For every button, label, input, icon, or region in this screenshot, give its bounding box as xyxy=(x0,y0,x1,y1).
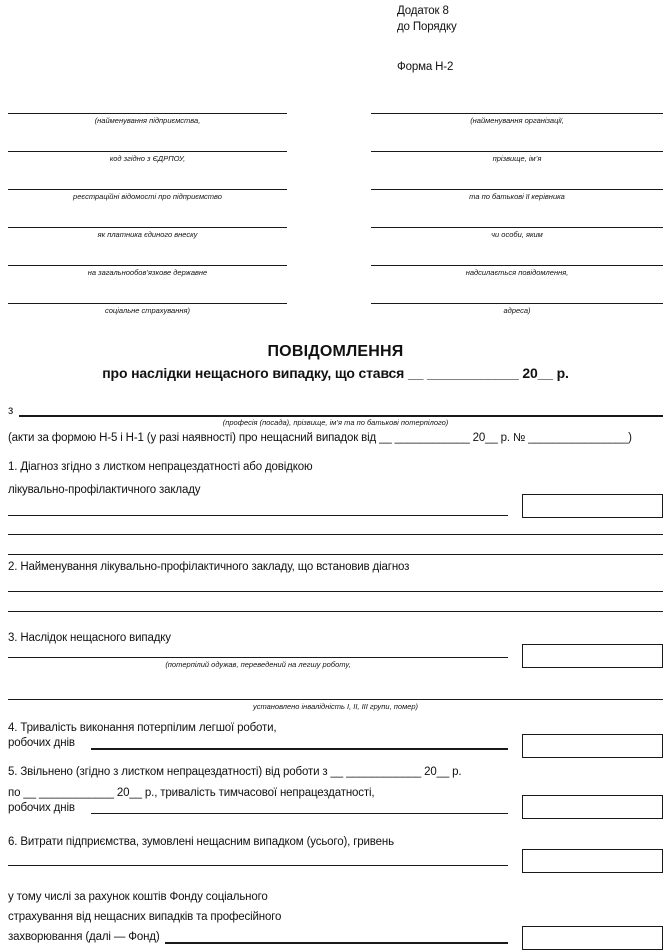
field-caption: (найменування підприємства, xyxy=(94,116,201,125)
victim-caption: (професія (посада), прізвище, ім’я та по батькові потерпілого) xyxy=(222,418,449,427)
surname-name-line[interactable] xyxy=(371,151,663,189)
section-6-answer-row xyxy=(8,849,663,872)
annex-line-2: до Порядку xyxy=(397,20,457,33)
field-caption: як платника єдиного внеску xyxy=(97,230,198,239)
consequence-caption: (потерпілий одужав, переведений на легшу роботу, xyxy=(165,660,351,669)
incapacity-days-line[interactable] xyxy=(91,813,508,814)
address-line[interactable] xyxy=(371,303,663,341)
social-insurance-line[interactable] xyxy=(8,303,287,341)
header-fields-row xyxy=(0,151,671,189)
fund-code-box[interactable] xyxy=(522,926,663,950)
section-5-answer-row xyxy=(8,795,663,818)
header-fields-row xyxy=(0,227,671,265)
consequence-answer-line[interactable] xyxy=(8,657,508,658)
fund-amount-line[interactable] xyxy=(165,942,508,944)
organization-name-line[interactable] xyxy=(371,113,663,151)
section-5-line-2: по __ ____________ 20__ р., тривалість тимчасової непрацездатності, xyxy=(8,787,375,799)
blank-writing-line[interactable] xyxy=(8,591,663,592)
working-days-code-box[interactable] xyxy=(522,734,663,758)
section-4-answer-row xyxy=(8,734,663,757)
fund-paragraph xyxy=(8,887,663,927)
field-caption: на загальнообов’язкове державне xyxy=(87,268,208,277)
section-1-line-2: лікувально-профілактичного закладу xyxy=(8,484,201,496)
field-caption: адреса) xyxy=(503,306,531,315)
expenses-answer-line[interactable] xyxy=(8,865,508,866)
section-3-answer-row xyxy=(8,644,663,667)
victim-name-line[interactable] xyxy=(19,403,663,417)
header-fields-row xyxy=(0,189,671,227)
notification-sent-line[interactable] xyxy=(371,265,663,303)
incapacity-days-label: робочих днів xyxy=(8,802,75,814)
fund-answer-row xyxy=(8,926,663,949)
section-2-line-1: 2. Найменування лікувально-профілактичного закладу, що встановив діагноз xyxy=(8,561,410,573)
header-fields-row xyxy=(0,113,671,151)
header-fields-row xyxy=(0,265,671,303)
victim-prefix: з xyxy=(8,405,14,417)
section-6-line-1: 6. Витрати підприємства, зумовлені нещасним випадком (усього), гривень xyxy=(8,836,394,848)
field-caption: надсилається повідомлення, xyxy=(465,268,569,277)
working-days-line[interactable] xyxy=(91,748,508,750)
field-caption: реєстраційні відомості про підприємство xyxy=(73,192,222,201)
section-1-answer-row xyxy=(8,494,663,517)
annex-line-1: Додаток 8 xyxy=(397,5,449,17)
state-insurance-line[interactable] xyxy=(8,265,287,303)
field-caption: код згідно з ЄДРПОУ, xyxy=(109,154,186,163)
title-main: ПОВІДОМЛЕННЯ xyxy=(267,343,404,360)
section-2-heading xyxy=(8,556,663,579)
person-recipient-line[interactable] xyxy=(371,227,663,265)
section-5-line-1: 5. Звільнено (згідно з листком непрацездатності) від роботи з __ ____________ 20__ р. xyxy=(8,766,462,778)
section-4-line-1: 4. Тривалість виконання потерпілим легшої роботи, xyxy=(8,722,277,734)
expenses-code-box[interactable] xyxy=(522,849,663,873)
blank-writing-line[interactable] xyxy=(8,534,663,535)
patronymic-head-line[interactable] xyxy=(371,189,663,227)
section-3-line-1: 3. Наслідок нещасного випадку xyxy=(8,632,171,644)
title-subtitle: про наслідки нещасного випадку, що стався __ ____________ 20__ р. xyxy=(102,365,569,381)
section-1-line-1: 1. Діагноз згідно з листком непрацездатності або довідкою xyxy=(8,461,313,473)
disability-caption: установлено інвалідність І, ІІ, ІІІ групи, помер) xyxy=(252,702,419,711)
incapacity-days-code-box[interactable] xyxy=(522,795,663,819)
annex-note xyxy=(397,4,457,35)
field-caption: чи особи, яким xyxy=(491,230,543,239)
fund-label: захворювання (далі — Фонд) xyxy=(8,931,160,943)
edrpou-code-line[interactable] xyxy=(8,151,287,189)
document-title xyxy=(0,343,671,381)
blank-writing-line[interactable] xyxy=(8,611,663,612)
field-caption: прізвище, ім’я xyxy=(492,154,542,163)
field-caption: (найменування організації, xyxy=(470,116,564,125)
fund-paragraph-line-1: у тому числі за рахунок коштів Фонду соціального xyxy=(8,891,268,903)
header-fields xyxy=(0,113,671,341)
victim-row xyxy=(8,403,663,417)
field-caption: та по батькові її керівника xyxy=(469,192,565,201)
consequence-code-box[interactable] xyxy=(522,644,663,668)
form-code-label: Форма Н-2 xyxy=(397,61,454,73)
working-days-label: робочих днів xyxy=(8,737,75,749)
blank-writing-line[interactable] xyxy=(8,699,663,700)
field-caption: соціальне страхування) xyxy=(105,306,190,315)
enterprise-name-line[interactable] xyxy=(8,113,287,151)
fund-paragraph-line-2: страхування від нещасних випадків та професійного xyxy=(8,911,282,923)
diagnosis-answer-line[interactable] xyxy=(8,515,508,516)
registration-info-line[interactable] xyxy=(8,189,287,227)
single-contribution-payer-line[interactable] xyxy=(8,227,287,265)
acts-line: (акти за формою Н-5 і Н-1 (у разі наявності) про нещасний випадок від __ ____________ 20__ р. № ________________) xyxy=(8,432,632,444)
blank-writing-line[interactable] xyxy=(8,554,663,555)
victim-block xyxy=(8,403,663,444)
diagnosis-code-box[interactable] xyxy=(522,494,663,518)
header-fields-row xyxy=(0,303,671,341)
